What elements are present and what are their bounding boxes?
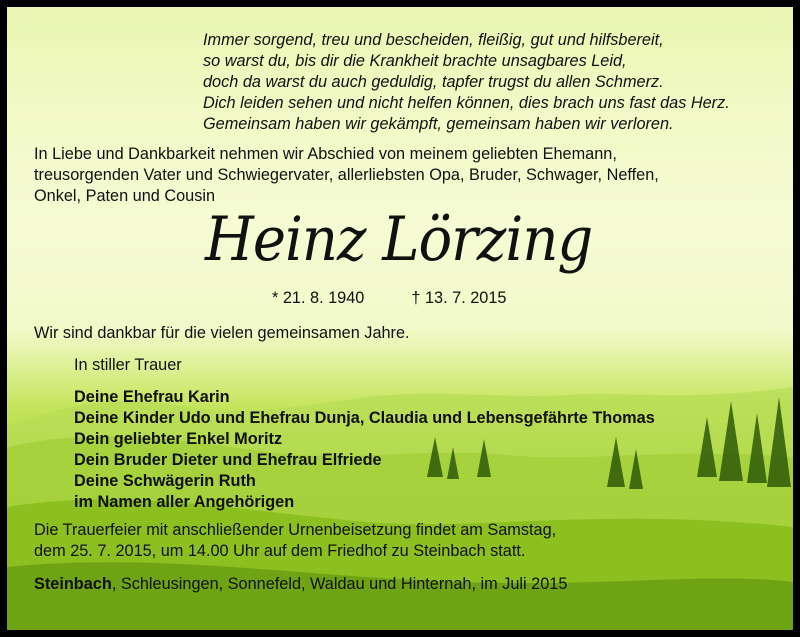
life-dates (272, 289, 506, 308)
place-bold: Steinbach (34, 575, 112, 593)
service-info (34, 520, 556, 562)
deceased-name: Heinz Lörzing (205, 205, 593, 276)
intro-line: In Liebe und Dankbarkeit nehmen wir Abschied von meinem geliebten Ehemann, (34, 145, 617, 163)
family-item: im Namen aller Angehörigen (74, 493, 295, 511)
poem-line: Dich leiden sehen und nicht helfen können, dies brach uns fast das Herz. (203, 94, 730, 112)
family-item: Deine Kinder Udo und Ehefrau Dunja, Claudia und Lebensgefährte Thomas (74, 409, 655, 427)
intro-line: Onkel, Paten und Cousin (34, 187, 216, 205)
mourning-heading: In stiller Trauer (74, 356, 182, 374)
family-list (74, 387, 655, 513)
death-date: † 13. 7. 2015 (411, 289, 507, 307)
service-line: Die Trauerfeier mit anschließender Urnenbeisetzung findet am Samstag, (34, 521, 557, 539)
service-line: dem 25. 7. 2015, um 14.00 Uhr auf dem Friedhof zu Steinbach statt. (34, 542, 526, 560)
poem (203, 30, 730, 135)
poem-line: doch da warst du auch geduldig, tapfer trugst du allen Schmerz. (203, 73, 664, 91)
poem-line: so warst du, bis dir die Krankheit brachte unsagbares Leid, (203, 52, 627, 70)
birth-date: * 21. 8. 1940 (272, 289, 365, 307)
obituary-card (4, 4, 796, 633)
intro-line: treusorgenden Vater und Schwiegervater, allerliebsten Opa, Bruder, Schwager, Neffen, (34, 166, 659, 184)
place-date-line (34, 574, 567, 595)
thanks-text: Wir sind dankbar für die vielen gemeinsamen Jahre. (34, 324, 410, 342)
intro-text (34, 144, 659, 207)
family-item: Dein geliebter Enkel Moritz (74, 430, 283, 448)
family-item: Deine Schwägerin Ruth (74, 472, 256, 490)
place-rest: , Schleusingen, Sonnefeld, Waldau und Hinternah, im Juli 2015 (111, 575, 568, 593)
family-item: Deine Ehefrau Karin (74, 388, 230, 406)
family-item: Dein Bruder Dieter und Ehefrau Elfriede (74, 451, 382, 469)
poem-line: Immer sorgend, treu und bescheiden, fleißig, gut und hilfsbereit, (203, 31, 664, 49)
poem-line: Gemeinsam haben wir gekämpft, gemeinsam haben wir verloren. (203, 115, 674, 133)
